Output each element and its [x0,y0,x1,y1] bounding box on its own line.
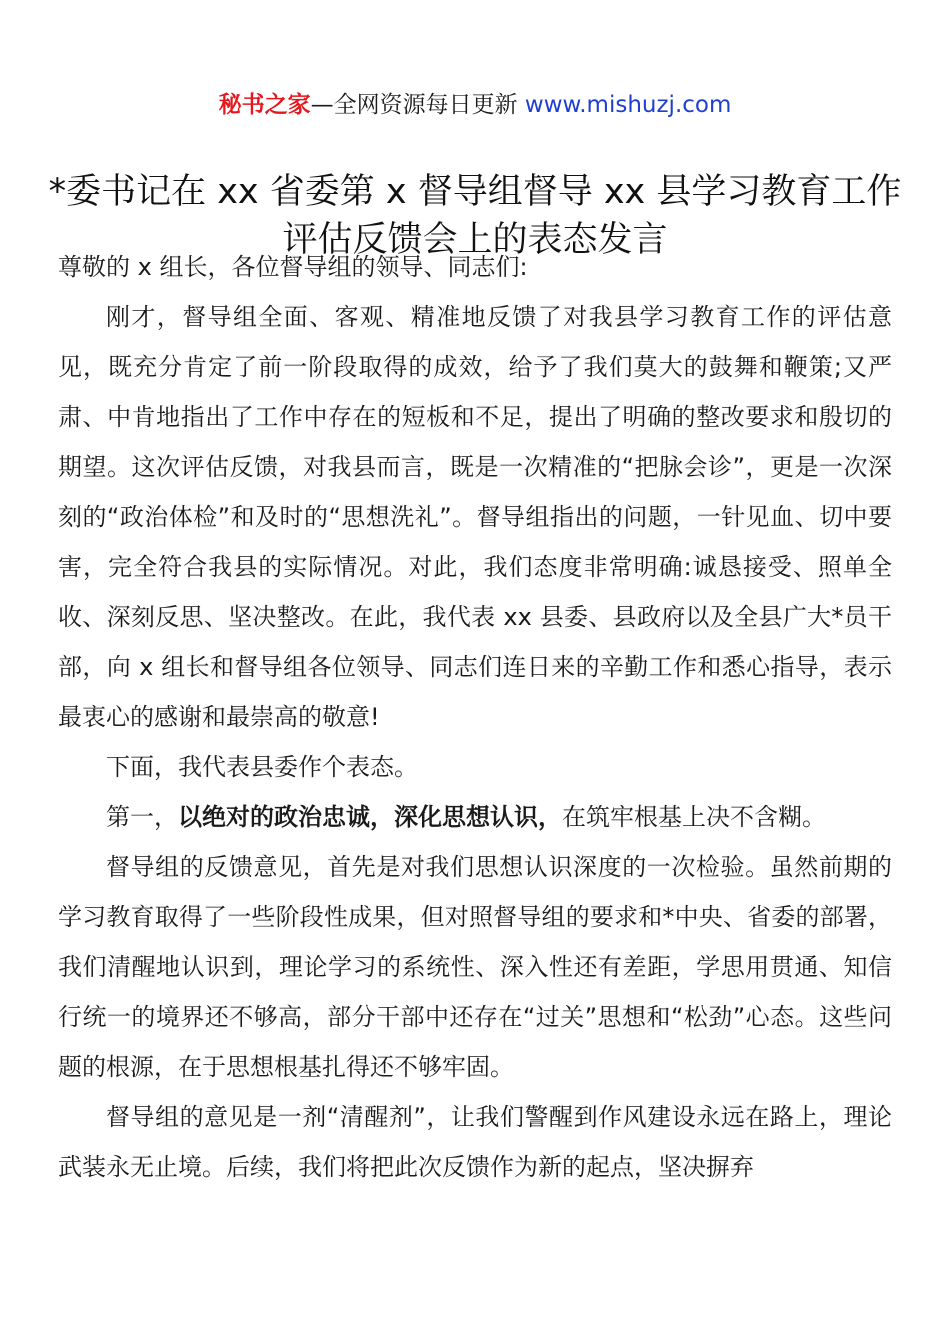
paragraph-ideology: 督导组的反馈意见，首先是对我们思想认识深度的一次检验。虽然前期的学习教育取得了一些阶段性成果，但对照督导组的要求和*中央、省委的部署，我们清醒地认识到，理论学习的系统性、深入性还有差距，学思用贯通、知信行统一的境界还不够高，部分干部中还存在“过关”思想和“松劲”心态。这些问题的根源，在于思想根基扎得还不够牢固。 [58,853,892,1081]
banner-brand: 秘书之家 [218,92,311,118]
section-heading-lead: 第一， [106,803,178,831]
paragraph-commitment: 督导组的意见是一剂“清醒剂”，让我们警醒到作风建设永远在路上，理论武装永无止境。后续，我们将把此次反馈作为新的起点，坚决摒弃 [58,1103,892,1181]
banner-tagline: —全网资源每日更新 [310,92,518,118]
document-body [58,242,892,1192]
salutation: 尊敬的 x 组长，各位督导组的领导、同志们: [58,253,528,281]
title-line-2: 评估反馈会上的表态发言 [282,220,668,261]
banner-url-link[interactable]: www.mishuzj.com [524,92,732,118]
title-line-1: *委书记在 xx 省委第 x 督导组督导 xx 县学习教育工作 [48,172,902,213]
section-heading-first [58,792,892,842]
section-heading-highlight: 以绝对的政治忠诚，深化思想认识， [178,803,562,831]
paragraph-transition: 下面，我代表县委作个表态。 [106,753,418,781]
section-heading-tail: 在筑牢根基上决不含糊。 [562,803,826,831]
site-banner [0,88,950,122]
paragraph-opening: 刚才，督导组全面、客观、精准地反馈了对我县学习教育工作的评估意见，既充分肯定了前一阶段取得的成效，给予了我们莫大的鼓舞和鞭策;又严肃、中肯地指出了工作中存在的短板和不足，提出了明确的整改要求和殷切的期望。这次评估反馈，对我县而言，既是一次精准的“把脉会诊”，更是一次深刻的“政治体检”和及时的“思想洗礼”。督导组指出的问题，一针见血、切中要害，完全符合我县的实际情况。对此，我们态度非常明确:诚恳接受、照单全收、深刻反思、坚决整改。在此，我代表 xx 县委、县政府以及全县广大*员干部，向 x 组长和督导组各位领导、同志们连日来的辛勤工作和悉心指导，表示最衷心的感谢和最崇高的敬意! [58,303,892,731]
